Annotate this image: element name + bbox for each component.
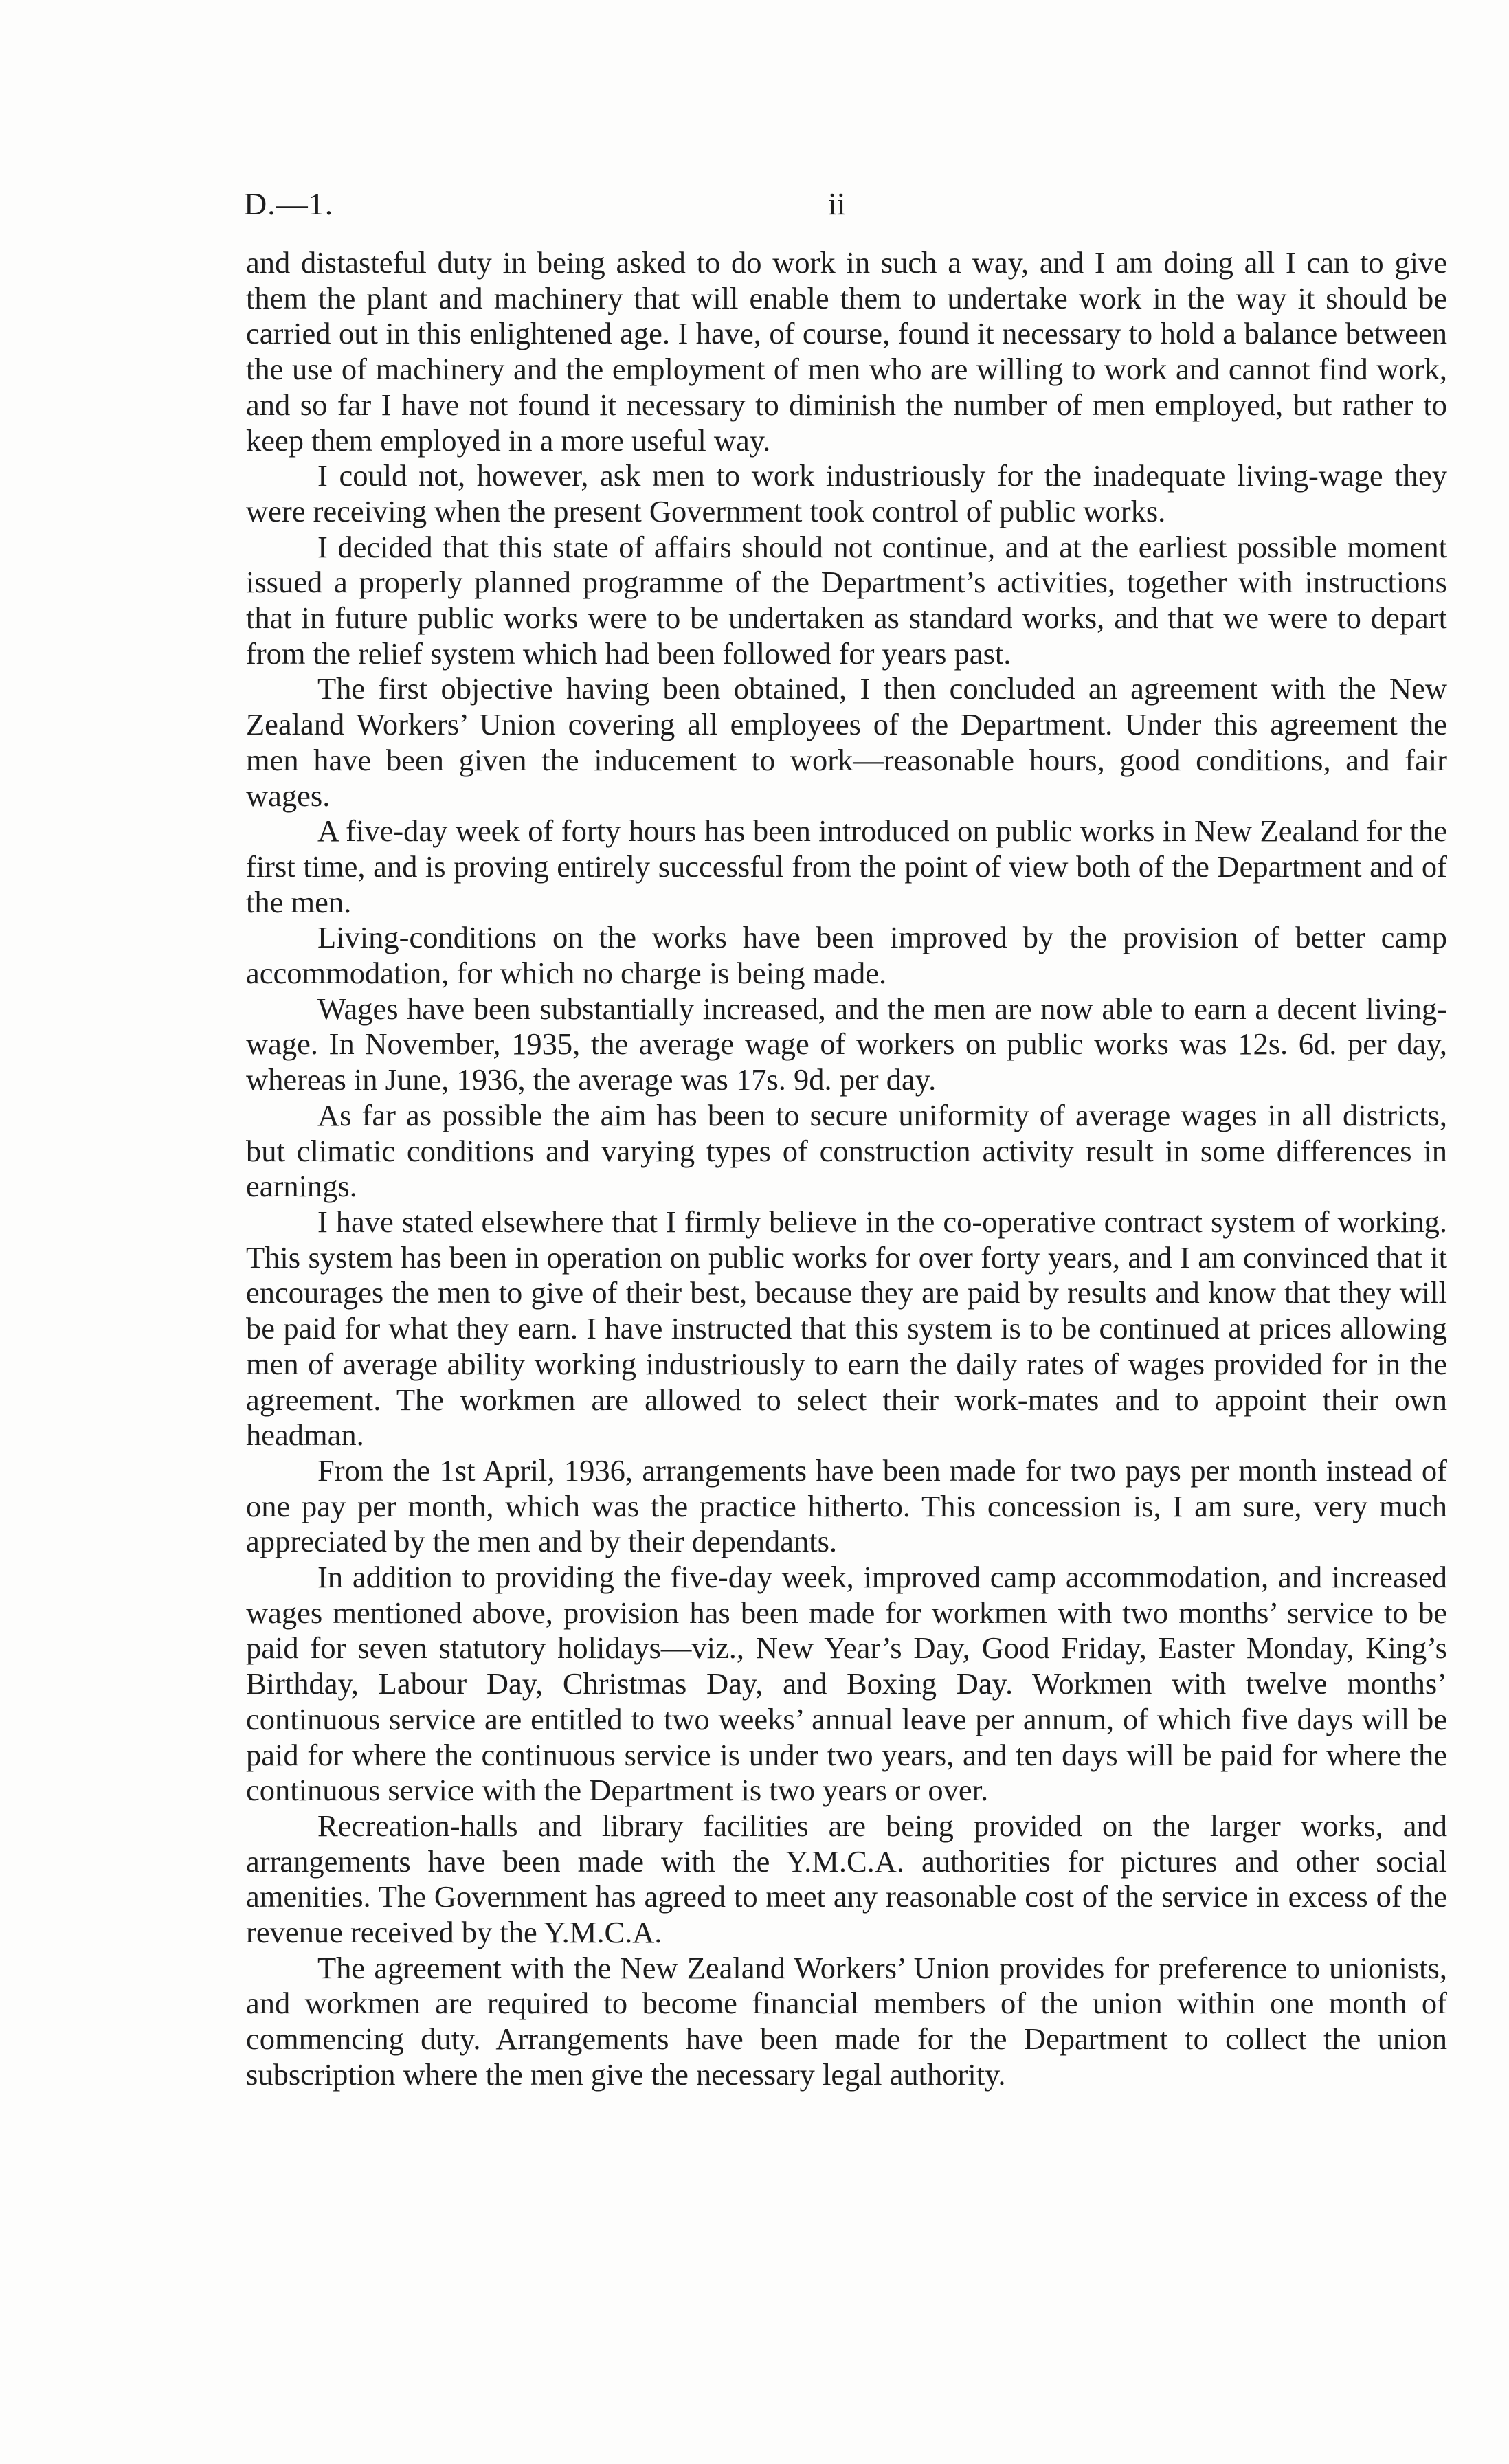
paragraph: In addition to providing the five-day week, improved camp accommodation, and increased wages mentioned above, provision has been made for workmen with two months’ service to be paid for seven statutory holidays—viz., New Year’s Day, Good Friday, Easter Monday, King’s Birthday, Labour Day, Christmas Day, and Boxing Day. Workmen with twelve months’ continuous service are entitled to two weeks’ annual leave per annum, of which five days will be paid for where the continuous service is under two years, and ten days will be paid for where the continuous service with the Department is two years or over. (246, 1560, 1447, 1808)
paragraph: I decided that this state of affairs should not continue, and at the earliest possible moment issued a properly planned programme of the Department’s activities, together with instructions that in future public works were to be undertaken as standard works, and that we were to depart from the relief system which had been followed for years past. (246, 529, 1447, 671)
body-text (246, 245, 1447, 2093)
paragraph: I could not, however, ask men to work industriously for the inadequate living-wage they were receiving when the present Government took control of public works. (246, 458, 1447, 528)
paragraph: Wages have been substantially increased, and the men are now able to earn a decent living-wage. In November, 1935, the average wage of workers on public works was 12s. 6d. per day, whereas in June, 1936, the average was 17s. 9d. per day. (246, 991, 1447, 1097)
paragraph: As far as possible the aim has been to secure uniformity of average wages in all districts, but climatic conditions and varying types of construction activity result in some differences in earnings. (246, 1097, 1447, 1204)
paragraph: The agreement with the New Zealand Workers’ Union provides for preference to unionists, and workmen are required to become financial members of the union within one month of commencing duty. Arrangements have been made for the Department to collect the union subscription where the men give the necessary legal authority. (246, 1950, 1447, 2092)
paragraph: and distasteful duty in being asked to do work in such a way, and I am doing all I can to give them the plant and machinery that will enable them to undertake work in the way it should be carried out in this enlightened age. I have, of course, found it necessary to hold a balance between the use of machinery and the employment of men who are willing to work and cannot find work, and so far I have not found it necessary to diminish the number of men employed, but rather to keep them employed in a more useful way. (246, 245, 1447, 458)
document-reference: D.—1. (244, 186, 334, 221)
paragraph: I have stated elsewhere that I firmly believe in the co-operative contract system of working. This system has been in operation on public works for over forty years, and I am convinced that it encourages the men to give of their best, because they are paid by results and know that they will be paid for what they earn. I have instructed that this system is to be continued at prices allowing men of average ability working industriously to earn the daily rates of wages provided for in the agreement. The workmen are allowed to select their work-mates and to appoint their own headman. (246, 1204, 1447, 1453)
page-header (244, 186, 1446, 227)
paragraph: The first objective having been obtained, I then concluded an agreement with the New Zealand Workers’ Union covering all employees of the Department. Under this agreement the men have been given the inducement to work—reasonable hours, good conditions, and fair wages. (246, 671, 1447, 813)
page-number: ii (828, 186, 846, 221)
paragraph: Living-conditions on the works have been improved by the provision of better camp accommodation, for which no charge is being made. (246, 920, 1447, 991)
paragraph: Recreation-halls and library facilities are being provided on the larger works, and arrangements have been made with the Y.M.C.A. authorities for pictures and other social amenities. The Government has agreed to meet any reasonable cost of the service in excess of the revenue received by the Y.M.C.A. (246, 1808, 1447, 1950)
paragraph: From the 1st April, 1936, arrangements have been made for two pays per month instead of one pay per month, which was the practice hitherto. This concession is, I am sure, very much appreciated by the men and by their dependants. (246, 1453, 1447, 1559)
paragraph: A five-day week of forty hours has been introduced on public works in New Zealand for the first time, and is proving entirely successful from the point of view both of the Department and of the men. (246, 814, 1447, 919)
